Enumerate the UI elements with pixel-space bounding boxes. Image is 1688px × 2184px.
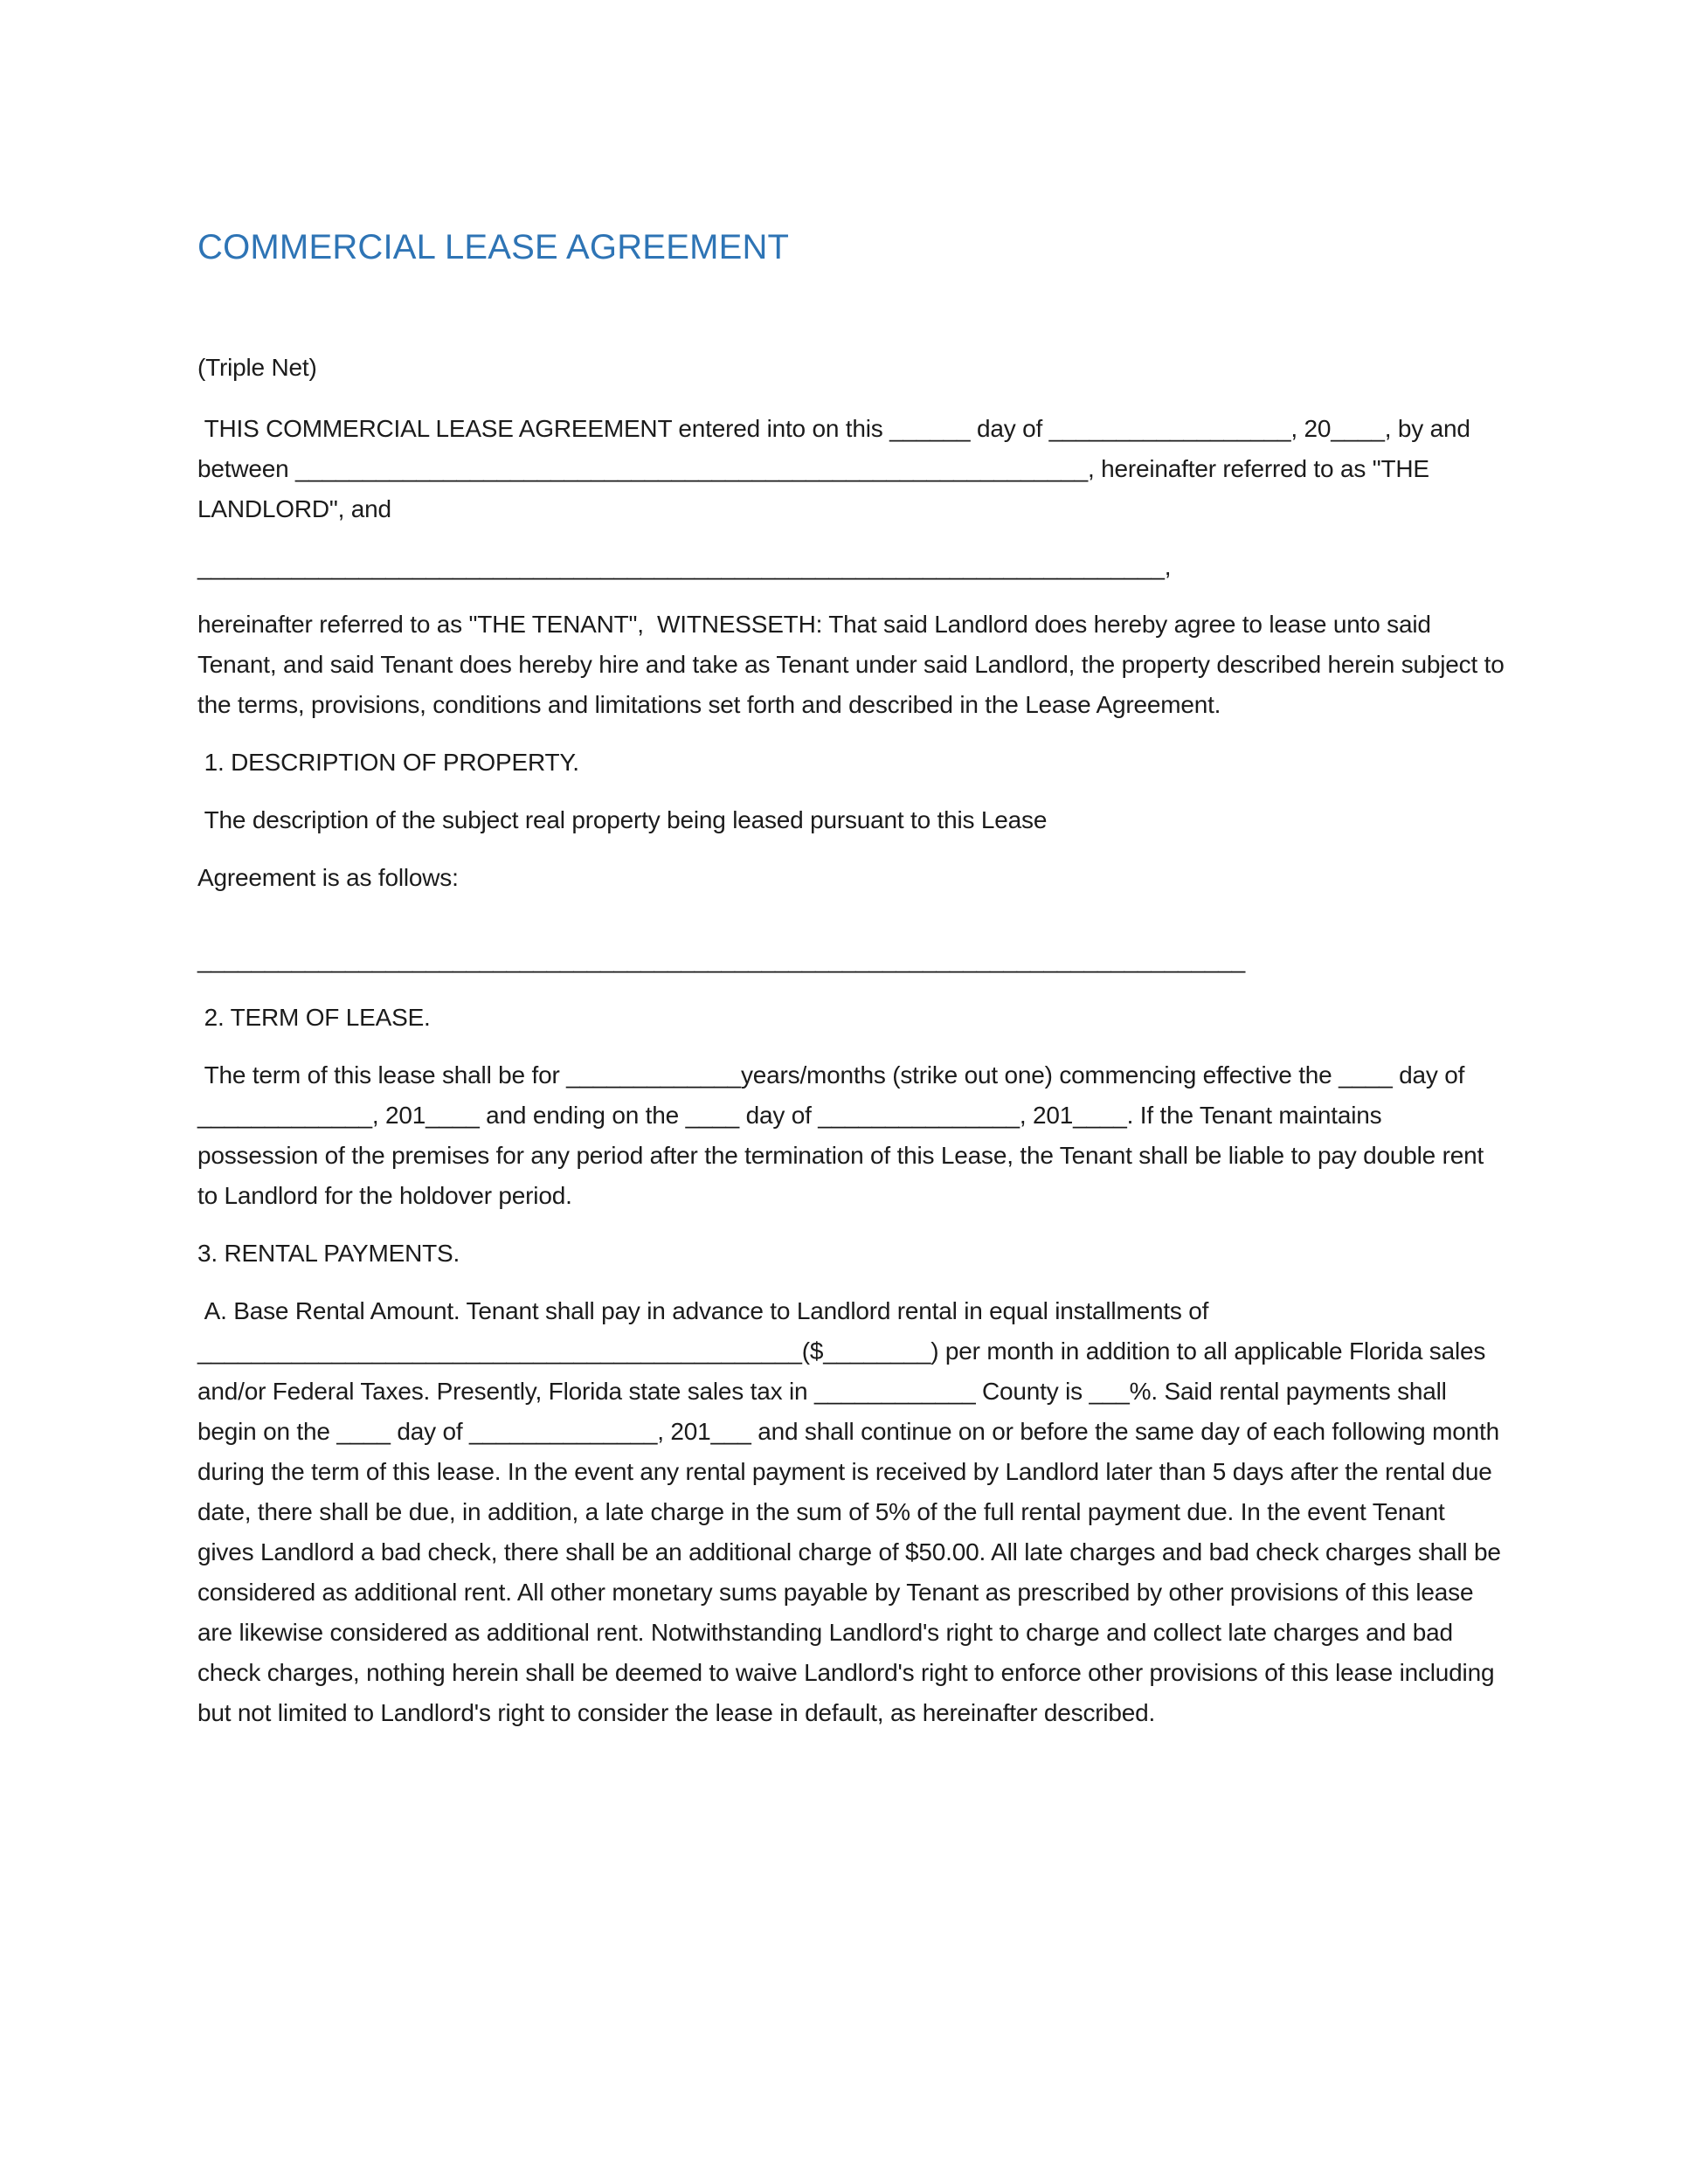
tenant-name-blank-line: ________________________________________________________________________, (197, 553, 1172, 580)
section-3-base-rental-paragraph: A. Base Rental Amount. Tenant shall pay in advance to Landlord rental in equal installments of _____________________________________________($________) per month in addition to all applicable Florida sales and/or Federal Taxes. Presently, Florida state sales tax in ____________ County is ___%. Said rental payments shall begin on the ____ day of ______________, 201___ and shall continue on or before the same day of each following month during the term of this lease. In the event any rental payment is received by Landlord later than 5 days after the rental due date, there shall be due, in addition, a late charge in the sum of 5% of the full rental payment due. In the event Tenant gives Landlord a bad check, there shall be an additional charge of $50.00. All late charges and bad check charges shall be considered as additional rent. All other monetary sums payable by Tenant as prescribed by other provisions of this lease are likewise considered as additional rent. Notwithstanding Landlord's right to charge and collect late charges and bad check charges, nothing herein shall be deemed to waive Landlord's right to enforce other provisions of this lease including but not limited to Landlord's right to consider the lease in default, as hereinafter described. (197, 1297, 1508, 1726)
witnesseth-paragraph: hereinafter referred to as "THE TENANT", WITNESSETH: That said Landlord does hereby agree to lease unto said Tenant, and said Tenant does hereby hire and take as Tenant under said Landlord, the property described herein subject to the terms, provisions, conditions and limitations set forth and described in the Lease Agreement. (197, 611, 1512, 718)
section-2-term-paragraph: The term of this lease shall be for _____________years/months (strike out one) commencing effective the ____ day of _____________, 201____ and ending on the ____ day of _______________, 201____. If the Tenant maintains possession of the premises for any period after the termination of this Lease, the Tenant shall be liable to pay double rent to Landlord for the holdover period. (197, 1061, 1491, 1209)
document-subtitle: (Triple Net) (197, 354, 317, 381)
intro-opening-paragraph: THIS COMMERCIAL LEASE AGREEMENT entered into on this ______ day of __________________, 20____, by and between ___________________________________________________________, hereinafter referred to as "THE LANDLORD", and (197, 415, 1477, 522)
section-3-heading: 3. RENTAL PAYMENTS. (197, 1240, 460, 1267)
section-1-paragraph-description: The description of the subject real property being leased pursuant to this Lease (197, 806, 1048, 833)
section-2-heading: 2. TERM OF LEASE. (197, 1004, 431, 1031)
property-description-blank-line: ______________________________________________________________________________ (197, 946, 1246, 973)
section-1-paragraph-as-follows: Agreement is as follows: (197, 864, 459, 891)
section-1-heading: 1. DESCRIPTION OF PROPERTY. (197, 749, 579, 776)
document-title: COMMERCIAL LEASE AGREEMENT (197, 228, 790, 266)
